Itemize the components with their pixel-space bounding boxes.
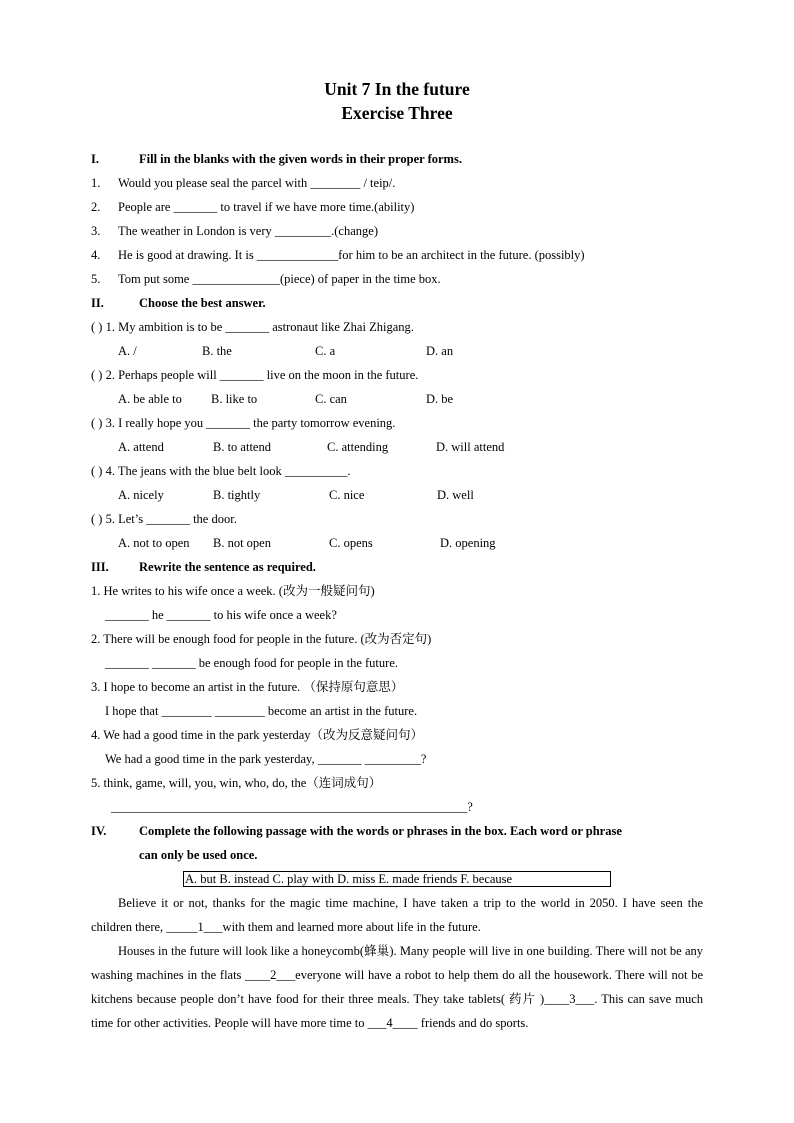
s2-option-a: A. nicely (118, 488, 164, 502)
s1-item-number: 1. (91, 176, 101, 190)
s2-option-a: A. be able to (118, 392, 182, 406)
section4-heading-cont: can only be used once. (139, 848, 258, 862)
s3-prompt: 2. There will be enough food for people in the future. (改为否定句) (91, 632, 432, 646)
s1-item-text: Would you please seal the parcel with ________ / teip/. (118, 176, 396, 190)
section1-number: I. (91, 152, 99, 166)
s2-option-c: C. can (315, 392, 347, 406)
s3-prompt: 4. We had a good time in the park yesterday（改为反意疑问句） (91, 728, 424, 742)
s3-prompt: 1. He writes to his wife once a week. (改为一般疑问句) (91, 584, 375, 598)
passage-paragraph (91, 891, 703, 939)
s2-option-b: B. the (202, 344, 232, 358)
section2-heading: Choose the best answer. (139, 296, 266, 310)
s2-option-b: B. not open (213, 536, 271, 550)
passage-text: Houses in the future will look like a honeycomb(蜂巢). Many people will live in one building. There will not be any washing machines in the flats ____2___everyone will have a robot to help them do all the housework. There will not be kitchens because people don’t have food for their three meals. They take tablets( 药片 )____3___. This can save much time for other activities. People will have more time to ___4____ friends and do sports. (91, 944, 703, 1030)
s2-option-c: C. nice (329, 488, 365, 502)
section1-heading: Fill in the blanks with the given words in their proper forms. (139, 152, 462, 166)
passage-text: Believe it or not, thanks for the magic time machine, I have taken a trip to the world in 2050. I have seen the children there, _____1___with them and learned more about life in the future. (91, 896, 703, 934)
s1-item-text: The weather in London is very _________.(change) (118, 224, 378, 238)
s2-option-b: B. to attend (213, 440, 271, 454)
s2-option-a: A. attend (118, 440, 164, 454)
section4-number: IV. (91, 824, 107, 838)
s2-option-d: D. an (426, 344, 454, 358)
section3-heading: Rewrite the sentence as required. (139, 560, 316, 574)
passage-paragraph (91, 939, 703, 1035)
s3-answer-line: _______ he _______ to his wife once a week? (105, 608, 337, 622)
s3-prompt: 5. think, game, will, you, win, who, do, the（连词成句） (91, 776, 382, 790)
s2-question: ( ) 5. Let’s _______ the door. (91, 512, 237, 526)
s1-item-number: 2. (91, 200, 101, 214)
s3-answer-line: We had a good time in the park yesterday, _______ _________? (105, 752, 427, 766)
s2-question: ( ) 1. My ambition is to be _______ astronaut like Zhai Zhigang. (91, 320, 414, 334)
s3-answer-line: _________________________________________________________? (111, 800, 473, 814)
word-box-options: A. but B. instead C. play with D. miss E. made friends F. because (185, 872, 513, 886)
s1-item-number: 5. (91, 272, 101, 286)
s1-item-text: He is good at drawing. It is _____________for him to be an architect in the future. (possibly) (118, 248, 585, 262)
s2-option-d: D. be (426, 392, 454, 406)
s1-item-number: 3. (91, 224, 101, 238)
s2-option-c: C. opens (329, 536, 373, 550)
s2-option-d: D. will attend (436, 440, 505, 454)
s3-answer-line: I hope that ________ ________ become an artist in the future. (105, 704, 418, 718)
s2-option-a: A. not to open (118, 536, 190, 550)
s3-prompt: 3. I hope to become an artist in the future. （保持原句意思） (91, 680, 404, 694)
s1-item-text: Tom put some ______________(piece) of paper in the time box. (118, 272, 441, 286)
s2-question: ( ) 3. I really hope you _______ the party tomorrow evening. (91, 416, 396, 430)
s2-option-d: D. well (437, 488, 474, 502)
page-title: Unit 7 In the future (324, 79, 470, 99)
s1-item-number: 4. (91, 248, 101, 262)
s2-option-c: C. a (315, 344, 336, 358)
s1-item-text: People are _______ to travel if we have more time.(ability) (118, 200, 415, 214)
s2-option-a: A. / (118, 344, 137, 358)
s2-option-b: B. like to (211, 392, 258, 406)
s2-option-c: C. attending (327, 440, 389, 454)
page-subtitle: Exercise Three (341, 103, 453, 123)
s2-option-d: D. opening (440, 536, 496, 550)
s2-option-b: B. tightly (213, 488, 261, 502)
section2-number: II. (91, 296, 104, 310)
section3-number: III. (91, 560, 109, 574)
s2-question: ( ) 4. The jeans with the blue belt look __________. (91, 464, 351, 478)
section4-heading: Complete the following passage with the words or phrases in the box. Each word or phrase (139, 824, 622, 838)
s3-answer-line: _______ _______ be enough food for people in the future. (105, 656, 398, 670)
s2-question: ( ) 2. Perhaps people will _______ live on the moon in the future. (91, 368, 419, 382)
